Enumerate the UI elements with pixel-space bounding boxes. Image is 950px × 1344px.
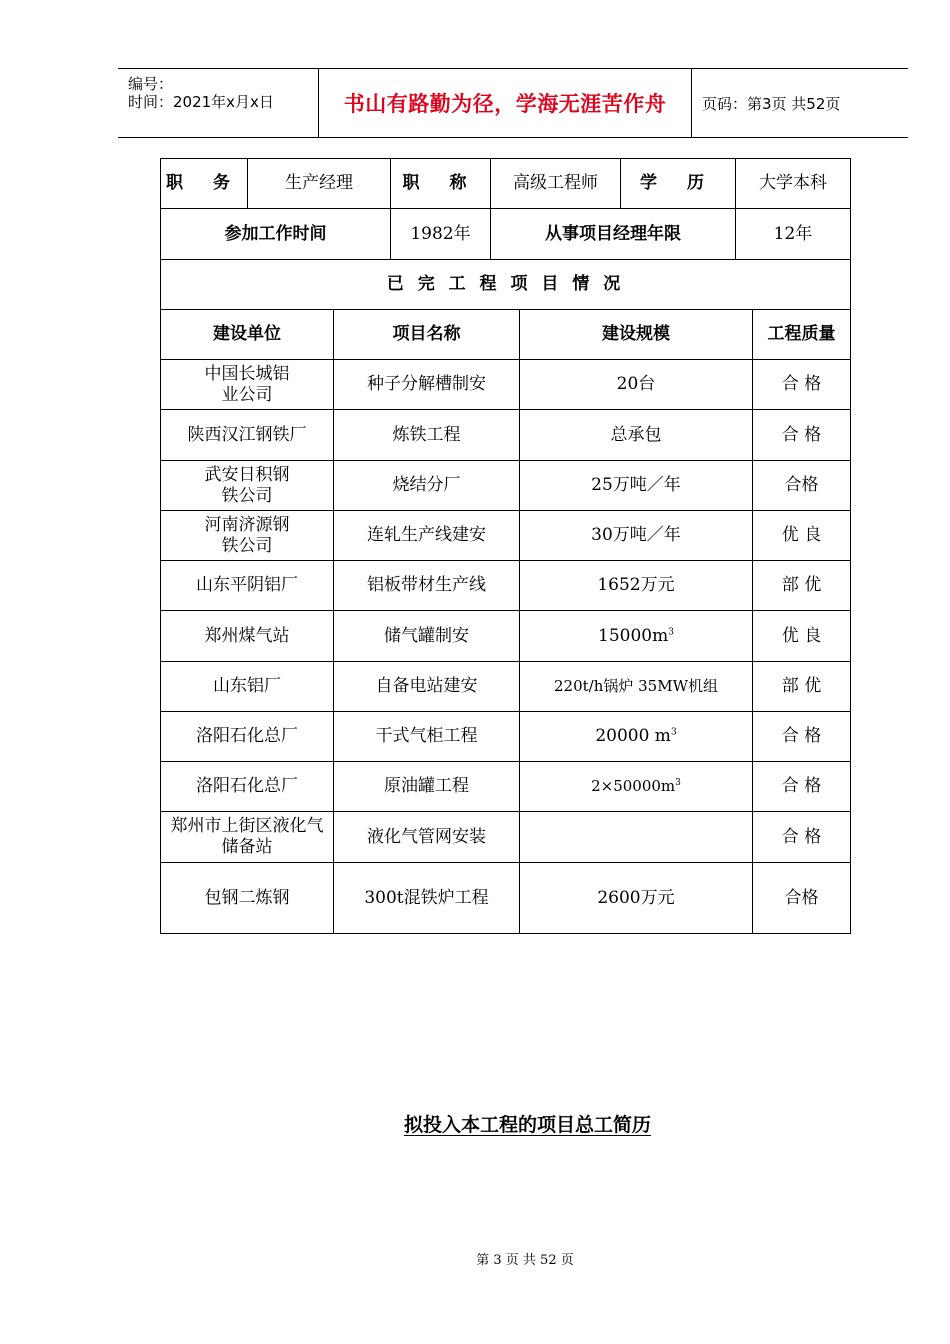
cell-unit: 洛阳石化总厂: [161, 762, 334, 812]
header-meta: [118, 69, 319, 137]
page-header: [118, 68, 908, 138]
cell-name: 液化气管网安装: [334, 812, 520, 863]
table-row: [161, 360, 851, 410]
cell-unit: 武安日积钢铁公司: [161, 461, 334, 511]
projects-table: [160, 309, 851, 934]
section-title: 已 完 工 程 项 目 情 况: [161, 260, 851, 310]
table-row: [161, 410, 851, 461]
cell-unit: 河南济源钢铁公司: [161, 511, 334, 561]
profile-row-1: [161, 159, 851, 209]
number-label: 编号：: [128, 75, 174, 93]
cell-scale: 1652万元: [520, 561, 753, 611]
col-header-unit: 建设单位: [161, 310, 334, 360]
document-title: 拟投入本工程的项目总工简历: [403, 1114, 651, 1136]
table-row: [161, 511, 851, 561]
cell-unit: 山东平阴铝厂: [161, 561, 334, 611]
cell-scale: 总承包: [520, 410, 753, 461]
pm-years-value: 12年: [736, 209, 851, 260]
cell-scale: 220t/h锅炉 35MW机组: [520, 662, 753, 712]
cell-quality: 合 格: [753, 762, 851, 812]
cell-name: 干式气柜工程: [334, 712, 520, 762]
header-motto-cell: [319, 69, 692, 137]
section-title-row: [161, 260, 851, 310]
work-start-label: 参加工作时间: [161, 209, 391, 260]
cell-quality: 优 良: [753, 511, 851, 561]
cell-quality: 合 格: [753, 812, 851, 863]
table-row: [161, 561, 851, 611]
cell-scale: 30万吨／年: [520, 511, 753, 561]
cell-scale: 20000 $m^3$: [520, 712, 753, 762]
cell-quality: 优 良: [753, 611, 851, 662]
cell-unit: 包钢二炼钢: [161, 863, 334, 934]
projects-header-row: [161, 310, 851, 360]
cell-scale: 25万吨／年: [520, 461, 753, 511]
work-start-value: 1982年: [391, 209, 491, 260]
table-row: [161, 812, 851, 863]
cell-unit: 洛阳石化总厂: [161, 712, 334, 762]
cell-scale: $2\times 50000m^3$: [520, 762, 753, 812]
cell-unit: 中国长城铝业公司: [161, 360, 334, 410]
table-row: [161, 611, 851, 662]
cell-quality: 合格: [753, 461, 851, 511]
cell-name: 炼铁工程: [334, 410, 520, 461]
pm-years-label: 从事项目经理年限: [491, 209, 736, 260]
cell-scale: 20台: [520, 360, 753, 410]
table-row: [161, 762, 851, 812]
title-value: 高级工程师: [491, 159, 621, 209]
profile-row-2: [161, 209, 851, 260]
position-label: 职 务: [161, 159, 248, 209]
table-row: [161, 461, 851, 511]
header-page-cell: [692, 69, 908, 137]
cell-scale: [520, 812, 753, 863]
col-header-scale: 建设规模: [520, 310, 753, 360]
table-row: [161, 712, 851, 762]
cell-quality: 部 优: [753, 561, 851, 611]
motto: 书山有路勤为径，学海无涯苦作舟: [343, 91, 667, 116]
col-header-quality: 工程质量: [753, 310, 851, 360]
cell-unit: 郑州煤气站: [161, 611, 334, 662]
time-label: 时间：2021年x月x日: [128, 93, 274, 111]
cell-scale: 2600万元: [520, 863, 753, 934]
page-label: 页码：第3页 共52页: [702, 94, 841, 113]
col-header-name: 项目名称: [334, 310, 520, 360]
table-row: [161, 662, 851, 712]
cell-scale: $15000m^3$: [520, 611, 753, 662]
cell-name: 铝板带材生产线: [334, 561, 520, 611]
cell-quality: 合 格: [753, 360, 851, 410]
table-row: [161, 863, 851, 934]
cell-name: 连轧生产线建安: [334, 511, 520, 561]
cell-quality: 合 格: [753, 410, 851, 461]
cell-unit: 山东铝厂: [161, 662, 334, 712]
cell-name: 储气罐制安: [334, 611, 520, 662]
cell-name: 原油罐工程: [334, 762, 520, 812]
cell-quality: 合格: [753, 863, 851, 934]
cell-quality: 合 格: [753, 712, 851, 762]
cell-quality: 部 优: [753, 662, 851, 712]
position-value: 生产经理: [248, 159, 391, 209]
cell-unit: 陕西汉江钢铁厂: [161, 410, 334, 461]
title-label: 职 称: [391, 159, 491, 209]
cell-unit: 郑州市上街区液化气储备站: [161, 812, 334, 863]
education-value: 大学本科: [736, 159, 851, 209]
page-footer: 第 3 页 共 52 页: [476, 1253, 574, 1268]
profile-table: [160, 158, 851, 310]
cell-name: 种子分解槽制安: [334, 360, 520, 410]
cell-name: 烧结分厂: [334, 461, 520, 511]
cell-name: 300t混铁炉工程: [334, 863, 520, 934]
cell-name: 自备电站建安: [334, 662, 520, 712]
education-label: 学 历: [621, 159, 736, 209]
